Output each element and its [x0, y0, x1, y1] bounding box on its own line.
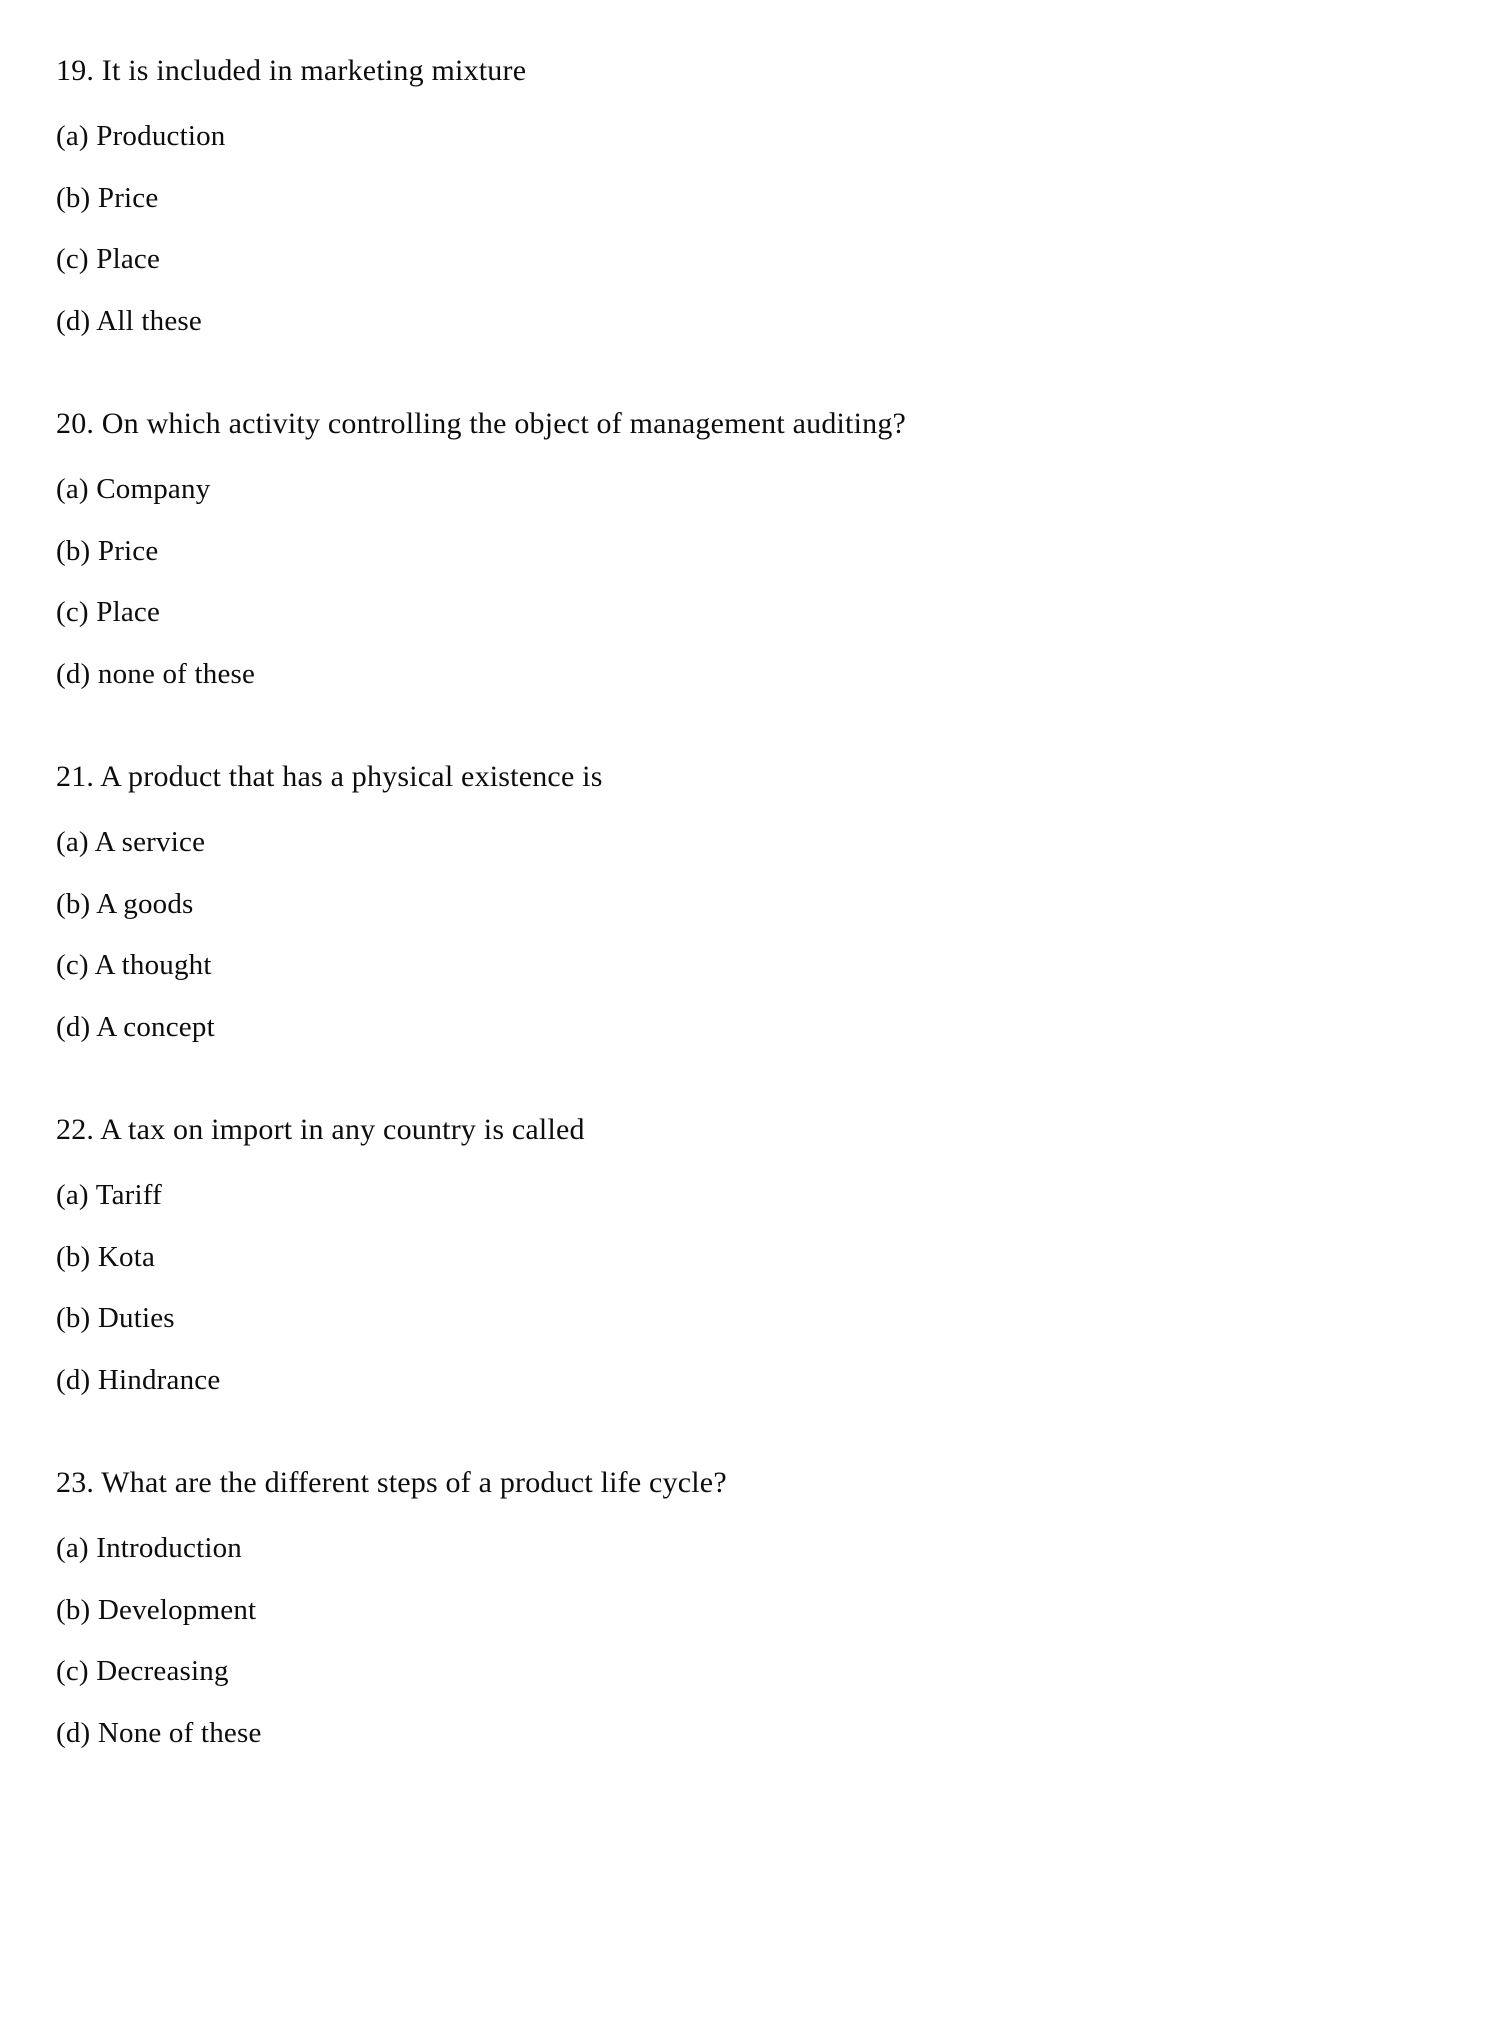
- option-c: (c) Decreasing: [56, 1655, 229, 1687]
- option-a: (a) Production: [56, 120, 226, 152]
- question-text: 22. A tax on import in any country is called: [56, 1113, 585, 1146]
- option-d: (d) Hindrance: [56, 1363, 221, 1396]
- option-d: (d) none of these: [56, 657, 256, 690]
- option-c: (c) A thought: [56, 949, 212, 981]
- question-block: [56, 48, 1445, 343]
- option-b: (b) Price: [56, 181, 159, 214]
- question-text: 19. It is included in marketing mixture: [56, 54, 527, 87]
- option-b: (b) A goods: [56, 887, 194, 920]
- option-d: (d) All these: [56, 304, 202, 337]
- question-text: 21. A product that has a physical existence is: [56, 760, 603, 793]
- question-block: [56, 1460, 1445, 1755]
- option-c: (c) Place: [56, 596, 161, 628]
- option-a: (a) A service: [56, 826, 206, 858]
- question-block: [56, 401, 1445, 696]
- option-a: (a) Tariff: [56, 1179, 162, 1211]
- option-d: (d) A concept: [56, 1010, 215, 1043]
- option-c: (c) Place: [56, 243, 161, 275]
- option-c: (b) Duties: [56, 1302, 175, 1334]
- option-b: (b) Kota: [56, 1240, 156, 1273]
- option-b: (b) Development: [56, 1593, 257, 1626]
- option-a: (a) Company: [56, 473, 211, 505]
- option-a: (a) Introduction: [56, 1532, 242, 1564]
- option-d: (d) None of these: [56, 1716, 262, 1749]
- question-text: 23. What are the different steps of a product life cycle?: [56, 1466, 727, 1499]
- question-block: [56, 754, 1445, 1049]
- option-b: (b) Price: [56, 534, 159, 567]
- question-block: [56, 1107, 1445, 1402]
- question-text: 20. On which activity controlling the object of management auditing?: [56, 407, 907, 440]
